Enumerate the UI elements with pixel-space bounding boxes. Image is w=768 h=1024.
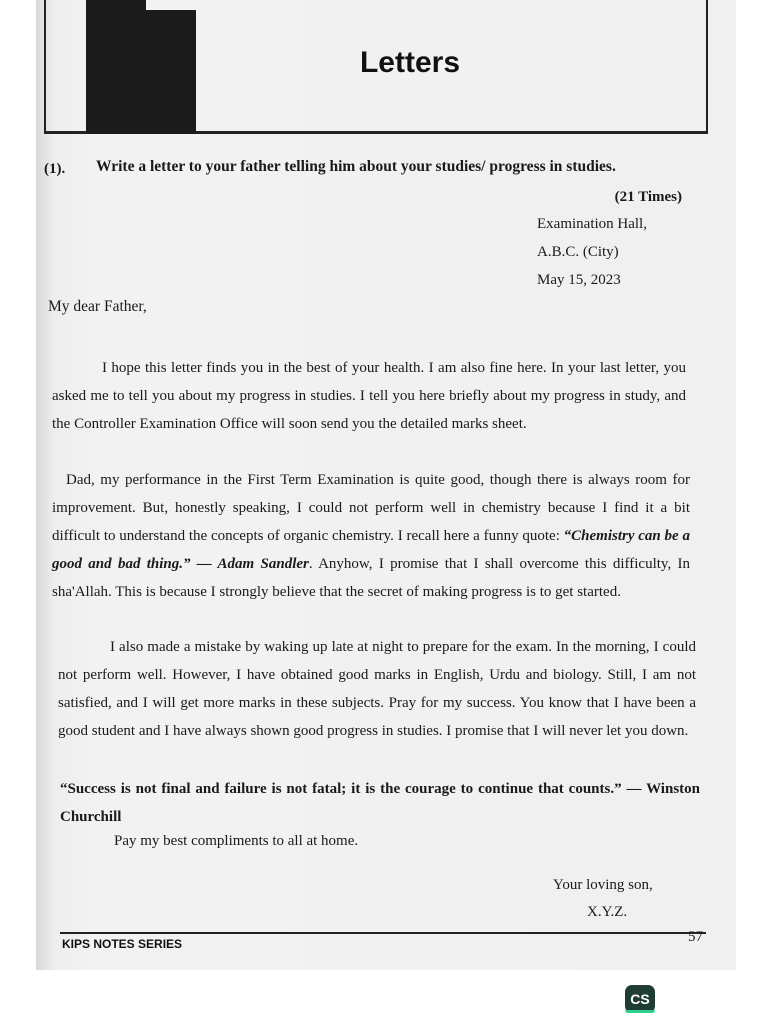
paragraph-1: I hope this letter finds you in the best of your health. I am also fine here. In your last letter, you asked me to tell you about my progress in studies. I tell you here briefly about my progress in study, and the Controller Examination Office will soon send you the detailed marks sheet.: [52, 360, 686, 432]
question-text: Write a letter to your father telling him about your studies/ progress in studies.: [96, 158, 616, 175]
address-line-1: Examination Hall,: [537, 216, 647, 232]
camscanner-badge-icon: CS: [625, 985, 655, 1013]
paragraph-2-text-end: . Anyhow, I promise that I shall overcome this difficulty, In sha'Allah. This is because I strongly believe that the secret of making progress is to get started.: [52, 556, 690, 600]
chemistry-quote: “Chemistry can be a good and bad thing.” — Adam Sandler: [52, 528, 690, 572]
signature-name: X.Y.Z.: [587, 904, 628, 920]
question-frequency: (21 Times): [614, 189, 682, 205]
paragraph-3: I also made a mistake by waking up late at night to prepare for the exam. In the morning, I could not perform well. However, I have obtained good marks in English, Urdu and biology. Still, I am not satisfied, and I will get more marks in these subjects. Pray for my success. You know that I have been a good student and I have always shown good progress in studies. I promise that I will never let you down.: [58, 639, 696, 739]
question-number: (1).: [44, 161, 66, 177]
footer-divider: [60, 932, 706, 934]
paragraph-2-text: Dad, my performance in the First Term Examination is quite good, though there is always room for improvement. But, honestly speaking, I could not perform well in chemistry because I find it a bit difficult to understand the concepts of organic chemistry. I recall here a funny quote:: [52, 472, 690, 544]
header-black-tab: [86, 10, 196, 134]
paragraph-2: [52, 466, 690, 606]
churchill-quote: “Success is not final and failure is not fatal; it is the courage to continue that counts.” — Winston Churchill: [60, 781, 700, 825]
page-number: 57: [688, 929, 703, 945]
footer-series-label: KIPS NOTES SERIES: [62, 937, 183, 951]
salutation: My dear Father,: [48, 298, 147, 315]
letter-date: May 15, 2023: [537, 272, 621, 288]
page-title: Letters: [359, 46, 461, 79]
closing-line: Pay my best compliments to all at home.: [114, 833, 359, 849]
signoff-line: Your loving son,: [553, 877, 653, 893]
address-line-2: A.B.C. (City): [537, 244, 619, 260]
